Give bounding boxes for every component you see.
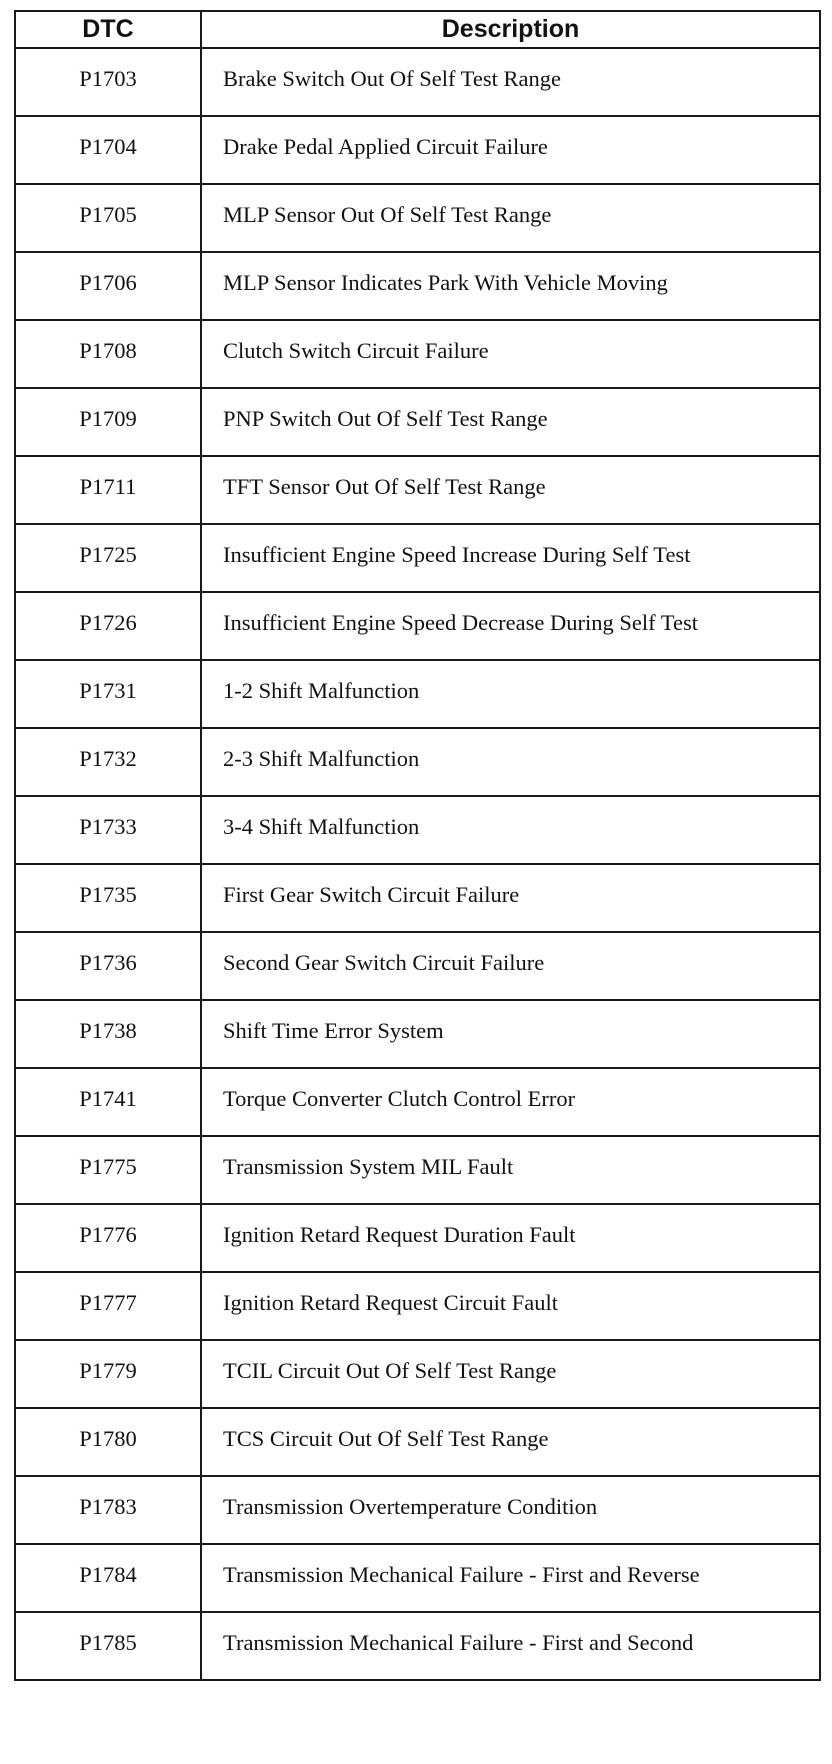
dtc-description-cell: Transmission System MIL Fault: [201, 1136, 820, 1204]
table-row: [15, 1204, 820, 1272]
dtc-description-cell: 1-2 Shift Malfunction: [201, 660, 820, 728]
table-row: [15, 1408, 820, 1476]
table-row: [15, 796, 820, 864]
dtc-description-cell: Torque Converter Clutch Control Error: [201, 1068, 820, 1136]
dtc-code-cell: P1706: [15, 252, 201, 320]
dtc-description-cell: Insufficient Engine Speed Increase During Self Test: [201, 524, 820, 592]
dtc-code-cell: P1785: [15, 1612, 201, 1680]
table-row: [15, 388, 820, 456]
dtc-code-cell: P1704: [15, 116, 201, 184]
header-description: Description: [201, 11, 820, 48]
table-row: [15, 1612, 820, 1680]
table-row: [15, 1272, 820, 1340]
table-row: [15, 728, 820, 796]
table-row: [15, 456, 820, 524]
dtc-code-cell: P1775: [15, 1136, 201, 1204]
dtc-table: [14, 10, 821, 1681]
table-row: [15, 184, 820, 252]
dtc-code-cell: P1777: [15, 1272, 201, 1340]
dtc-code-cell: P1784: [15, 1544, 201, 1612]
dtc-description-cell: Transmission Overtemperature Condition: [201, 1476, 820, 1544]
table-row: [15, 1068, 820, 1136]
dtc-code-cell: P1731: [15, 660, 201, 728]
table-row: [15, 1000, 820, 1068]
dtc-code-cell: P1776: [15, 1204, 201, 1272]
table-row: [15, 864, 820, 932]
dtc-description-cell: Insufficient Engine Speed Decrease During Self Test: [201, 592, 820, 660]
dtc-code-cell: P1725: [15, 524, 201, 592]
table-header: [15, 11, 820, 48]
dtc-description-cell: Clutch Switch Circuit Failure: [201, 320, 820, 388]
dtc-description-cell: Ignition Retard Request Duration Fault: [201, 1204, 820, 1272]
dtc-description-cell: Ignition Retard Request Circuit Fault: [201, 1272, 820, 1340]
dtc-code-cell: P1741: [15, 1068, 201, 1136]
dtc-code-cell: P1708: [15, 320, 201, 388]
dtc-description-cell: MLP Sensor Indicates Park With Vehicle Moving: [201, 252, 820, 320]
table-row: [15, 660, 820, 728]
table-row: [15, 252, 820, 320]
dtc-description-cell: PNP Switch Out Of Self Test Range: [201, 388, 820, 456]
dtc-description-cell: MLP Sensor Out Of Self Test Range: [201, 184, 820, 252]
table-row: [15, 1136, 820, 1204]
dtc-description-cell: TCIL Circuit Out Of Self Test Range: [201, 1340, 820, 1408]
table-row: [15, 320, 820, 388]
dtc-description-cell: TFT Sensor Out Of Self Test Range: [201, 456, 820, 524]
dtc-description-cell: Brake Switch Out Of Self Test Range: [201, 48, 820, 116]
dtc-code-cell: P1779: [15, 1340, 201, 1408]
dtc-description-cell: First Gear Switch Circuit Failure: [201, 864, 820, 932]
table-row: [15, 1340, 820, 1408]
table-row: [15, 592, 820, 660]
dtc-description-cell: Transmission Mechanical Failure - First and Reverse: [201, 1544, 820, 1612]
table-row: [15, 116, 820, 184]
dtc-description-cell: Drake Pedal Applied Circuit Failure: [201, 116, 820, 184]
dtc-description-cell: Transmission Mechanical Failure - First and Second: [201, 1612, 820, 1680]
dtc-code-cell: P1783: [15, 1476, 201, 1544]
header-row: [15, 11, 820, 48]
dtc-code-cell: P1732: [15, 728, 201, 796]
table-row: [15, 1544, 820, 1612]
table-row: [15, 48, 820, 116]
dtc-code-cell: P1709: [15, 388, 201, 456]
dtc-code-cell: P1711: [15, 456, 201, 524]
dtc-description-cell: Second Gear Switch Circuit Failure: [201, 932, 820, 1000]
dtc-code-cell: P1726: [15, 592, 201, 660]
dtc-description-cell: 2-3 Shift Malfunction: [201, 728, 820, 796]
table-row: [15, 1476, 820, 1544]
dtc-code-cell: P1705: [15, 184, 201, 252]
table-row: [15, 524, 820, 592]
table-row: [15, 932, 820, 1000]
dtc-description-cell: 3-4 Shift Malfunction: [201, 796, 820, 864]
dtc-description-cell: Shift Time Error System: [201, 1000, 820, 1068]
dtc-description-cell: TCS Circuit Out Of Self Test Range: [201, 1408, 820, 1476]
dtc-code-cell: P1735: [15, 864, 201, 932]
dtc-code-cell: P1736: [15, 932, 201, 1000]
dtc-code-cell: P1780: [15, 1408, 201, 1476]
dtc-code-cell: P1733: [15, 796, 201, 864]
dtc-code-cell: P1703: [15, 48, 201, 116]
table-body: [15, 48, 820, 1680]
header-dtc: DTC: [15, 11, 201, 48]
dtc-code-cell: P1738: [15, 1000, 201, 1068]
